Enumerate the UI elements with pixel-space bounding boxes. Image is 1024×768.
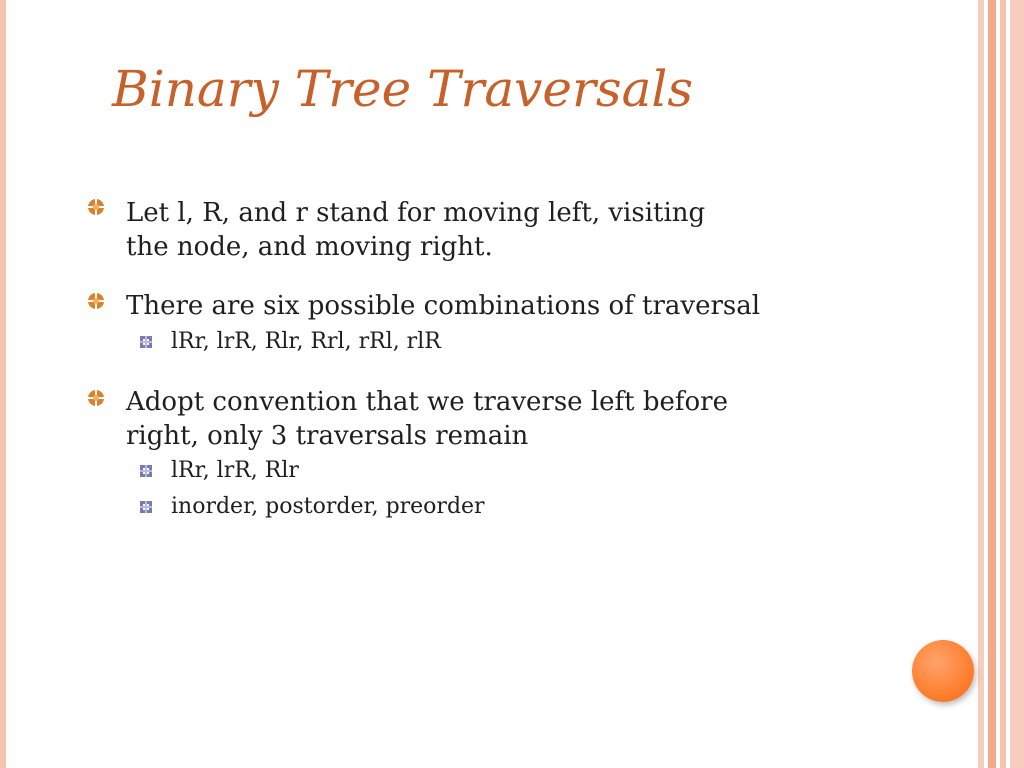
stripe [1000,0,1006,768]
square-bullet-icon [140,465,152,477]
sun-bullet-icon [87,292,105,310]
right-decorative-stripes [978,0,1024,768]
bullet-line: Adopt convention that we traverse left before [126,387,728,417]
bullet-item [126,385,806,453]
stripe [1010,0,1024,768]
sub-bullet-item: lRr, lrR, Rlr [171,458,299,483]
slide-title: Binary Tree Traversals [112,60,694,118]
sun-bullet-icon [87,389,105,407]
stripe [988,0,996,768]
bullet-item [126,289,806,323]
bullet-line: Let l, R, and r stand for moving left, visiting [126,198,706,228]
orange-circle-decoration [912,640,974,702]
bullet-line: right, only 3 traversals remain [126,421,529,451]
sub-bullet-item: inorder, postorder, preorder [171,494,485,519]
sun-bullet-icon [87,198,105,216]
stripe [978,0,984,768]
bullet-item [126,196,806,264]
square-bullet-icon [140,336,152,348]
sub-bullet-item: lRr, lrR, Rlr, Rrl, rRl, rlR [171,329,441,354]
bullet-line: the node, and moving right. [126,232,493,262]
square-bullet-icon [140,501,152,513]
bullet-line: There are six possible combinations of traversal [126,291,761,321]
left-decorative-bar [0,0,6,768]
